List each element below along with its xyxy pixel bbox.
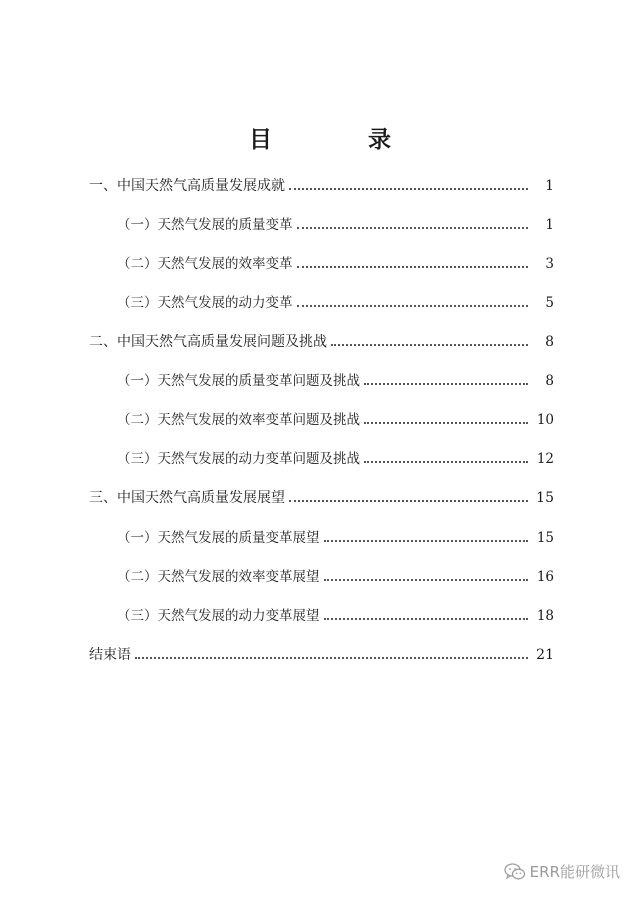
dot-leader [135, 657, 528, 659]
toc-entry[interactable] [117, 567, 554, 587]
toc-entry-page: 8 [545, 334, 554, 350]
toc-entry[interactable] [117, 215, 554, 235]
dot-leader [297, 305, 529, 307]
dot-leader [324, 540, 529, 542]
toc-entry-page: 1 [545, 217, 554, 233]
toc-entry-page: 16 [536, 569, 554, 585]
dot-leader [324, 579, 529, 581]
watermark [504, 861, 620, 882]
toc-entry[interactable] [117, 410, 554, 430]
dot-leader [289, 188, 528, 190]
toc-entry-text: （三）天然气发展的动力变革问题及挑战 [117, 451, 360, 467]
toc-entry[interactable] [117, 293, 554, 313]
toc-entry-text: （三）天然气发展的动力变革展望 [117, 608, 320, 624]
toc-entry-text: （一）天然气发展的质量变革 [117, 217, 293, 233]
toc-entry-page: 18 [536, 608, 554, 624]
toc-entry-page: 8 [545, 373, 554, 389]
dot-leader [297, 227, 529, 229]
dot-leader [289, 500, 528, 502]
toc-entry-text: （三）天然气发展的动力变革 [117, 295, 293, 311]
watermark-text: ERR能研微讯 [529, 863, 620, 881]
toc-entry[interactable] [117, 606, 554, 626]
dot-leader [331, 344, 528, 346]
toc-entry[interactable] [89, 332, 554, 352]
toc-entry[interactable] [89, 645, 554, 665]
toc-entry-page: 21 [536, 647, 554, 663]
toc-entry-text: （二）天然气发展的效率变革问题及挑战 [117, 412, 360, 428]
toc-entry-page: 15 [536, 530, 554, 546]
toc-entry-text: 一、中国天然气高质量发展成就 [89, 178, 285, 194]
toc-entry-page: 5 [545, 295, 554, 311]
toc-entry[interactable] [117, 528, 554, 548]
toc-entry-text: （一）天然气发展的质量变革展望 [117, 530, 320, 546]
toc-entry-page: 3 [545, 256, 554, 272]
toc-entry-text: 二、中国天然气高质量发展问题及挑战 [89, 334, 327, 350]
toc-entry-text: （二）天然气发展的效率变革展望 [117, 569, 320, 585]
toc-entry[interactable] [117, 254, 554, 274]
toc-entry-page: 1 [545, 178, 554, 194]
page-title: 目 录 [248, 127, 435, 153]
toc-entry[interactable] [89, 488, 554, 508]
toc-entry-text: 三、中国天然气高质量发展展望 [89, 490, 285, 506]
toc-entry[interactable] [117, 371, 554, 391]
toc-entry-page: 15 [536, 490, 554, 506]
toc-entry-text: （一）天然气发展的质量变革问题及挑战 [117, 373, 360, 389]
dot-leader [364, 383, 528, 385]
toc-entry-page: 10 [536, 412, 554, 428]
toc-entry-page: 12 [536, 451, 554, 467]
wechat-icon [504, 863, 526, 881]
dot-leader [364, 461, 528, 463]
toc-entry-text: 结束语 [89, 647, 131, 663]
dot-leader [297, 266, 529, 268]
toc-entry[interactable] [89, 176, 554, 196]
dot-leader [324, 618, 529, 620]
toc-entry-text: （二）天然气发展的效率变革 [117, 256, 293, 272]
toc-entry[interactable] [117, 449, 554, 469]
dot-leader [364, 422, 528, 424]
